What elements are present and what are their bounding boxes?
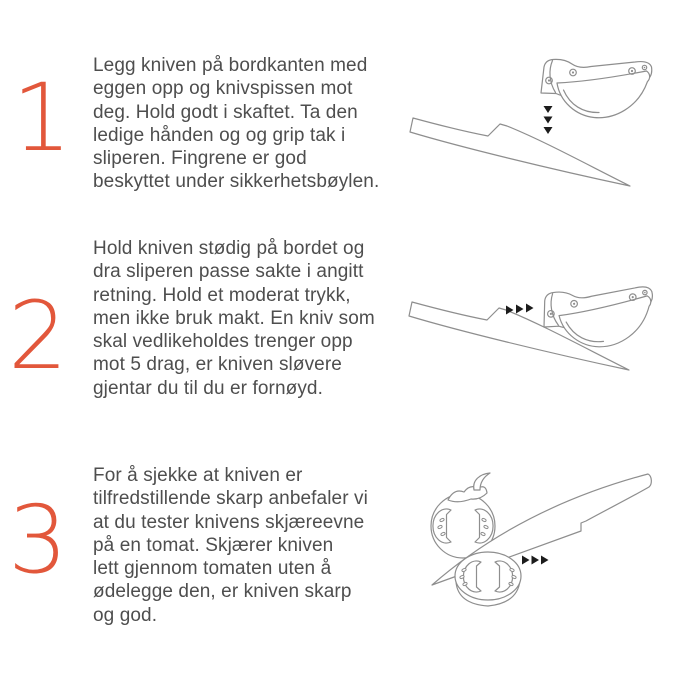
- step-2-number: 2: [8, 282, 66, 391]
- step-2-illustration-sharpener-on-knife: [400, 230, 688, 430]
- step-2-text: Hold kniven stødig på bordet og dra sliperen passe sakte i angitt retning. Hold et moderat trykk, men ikke bruk makt. En kniv som skal vedlikeholdes trenger opp mot 5 drag, er kniven sløvere gjentar du til du er fornøyd.: [93, 238, 375, 399]
- step-1-number: 1: [12, 64, 70, 173]
- knife-outline: [410, 118, 630, 186]
- right-arrows-icon: [522, 556, 549, 565]
- tomato-slice: [455, 552, 521, 606]
- step-3-number: 3: [8, 486, 66, 595]
- step-1-illustration-sharpener-above-knife: [400, 20, 688, 230]
- step-3-text: For å sjekke at kniven er tilfredstillende skarp anbefaler vi at du tester knivens skjæreevne på en tomat. Skjærer kniven lett gjennom tomaten uten å ødelegge den, er kniven skarp og god.: [93, 465, 368, 626]
- sharpener-tool: [541, 59, 652, 117]
- step-1-text: Legg kniven på bordkanten med eggen opp og knivspissen mot deg. Hold godt i skaftet. Ta den ledige hånden og og grip tak i sliperen. Fingrene er god beskyttet under sikkerhetsbøylen.: [93, 55, 380, 193]
- step-3-illustration-knife-cutting-tomato: [400, 460, 688, 660]
- down-arrows-icon: [544, 106, 553, 134]
